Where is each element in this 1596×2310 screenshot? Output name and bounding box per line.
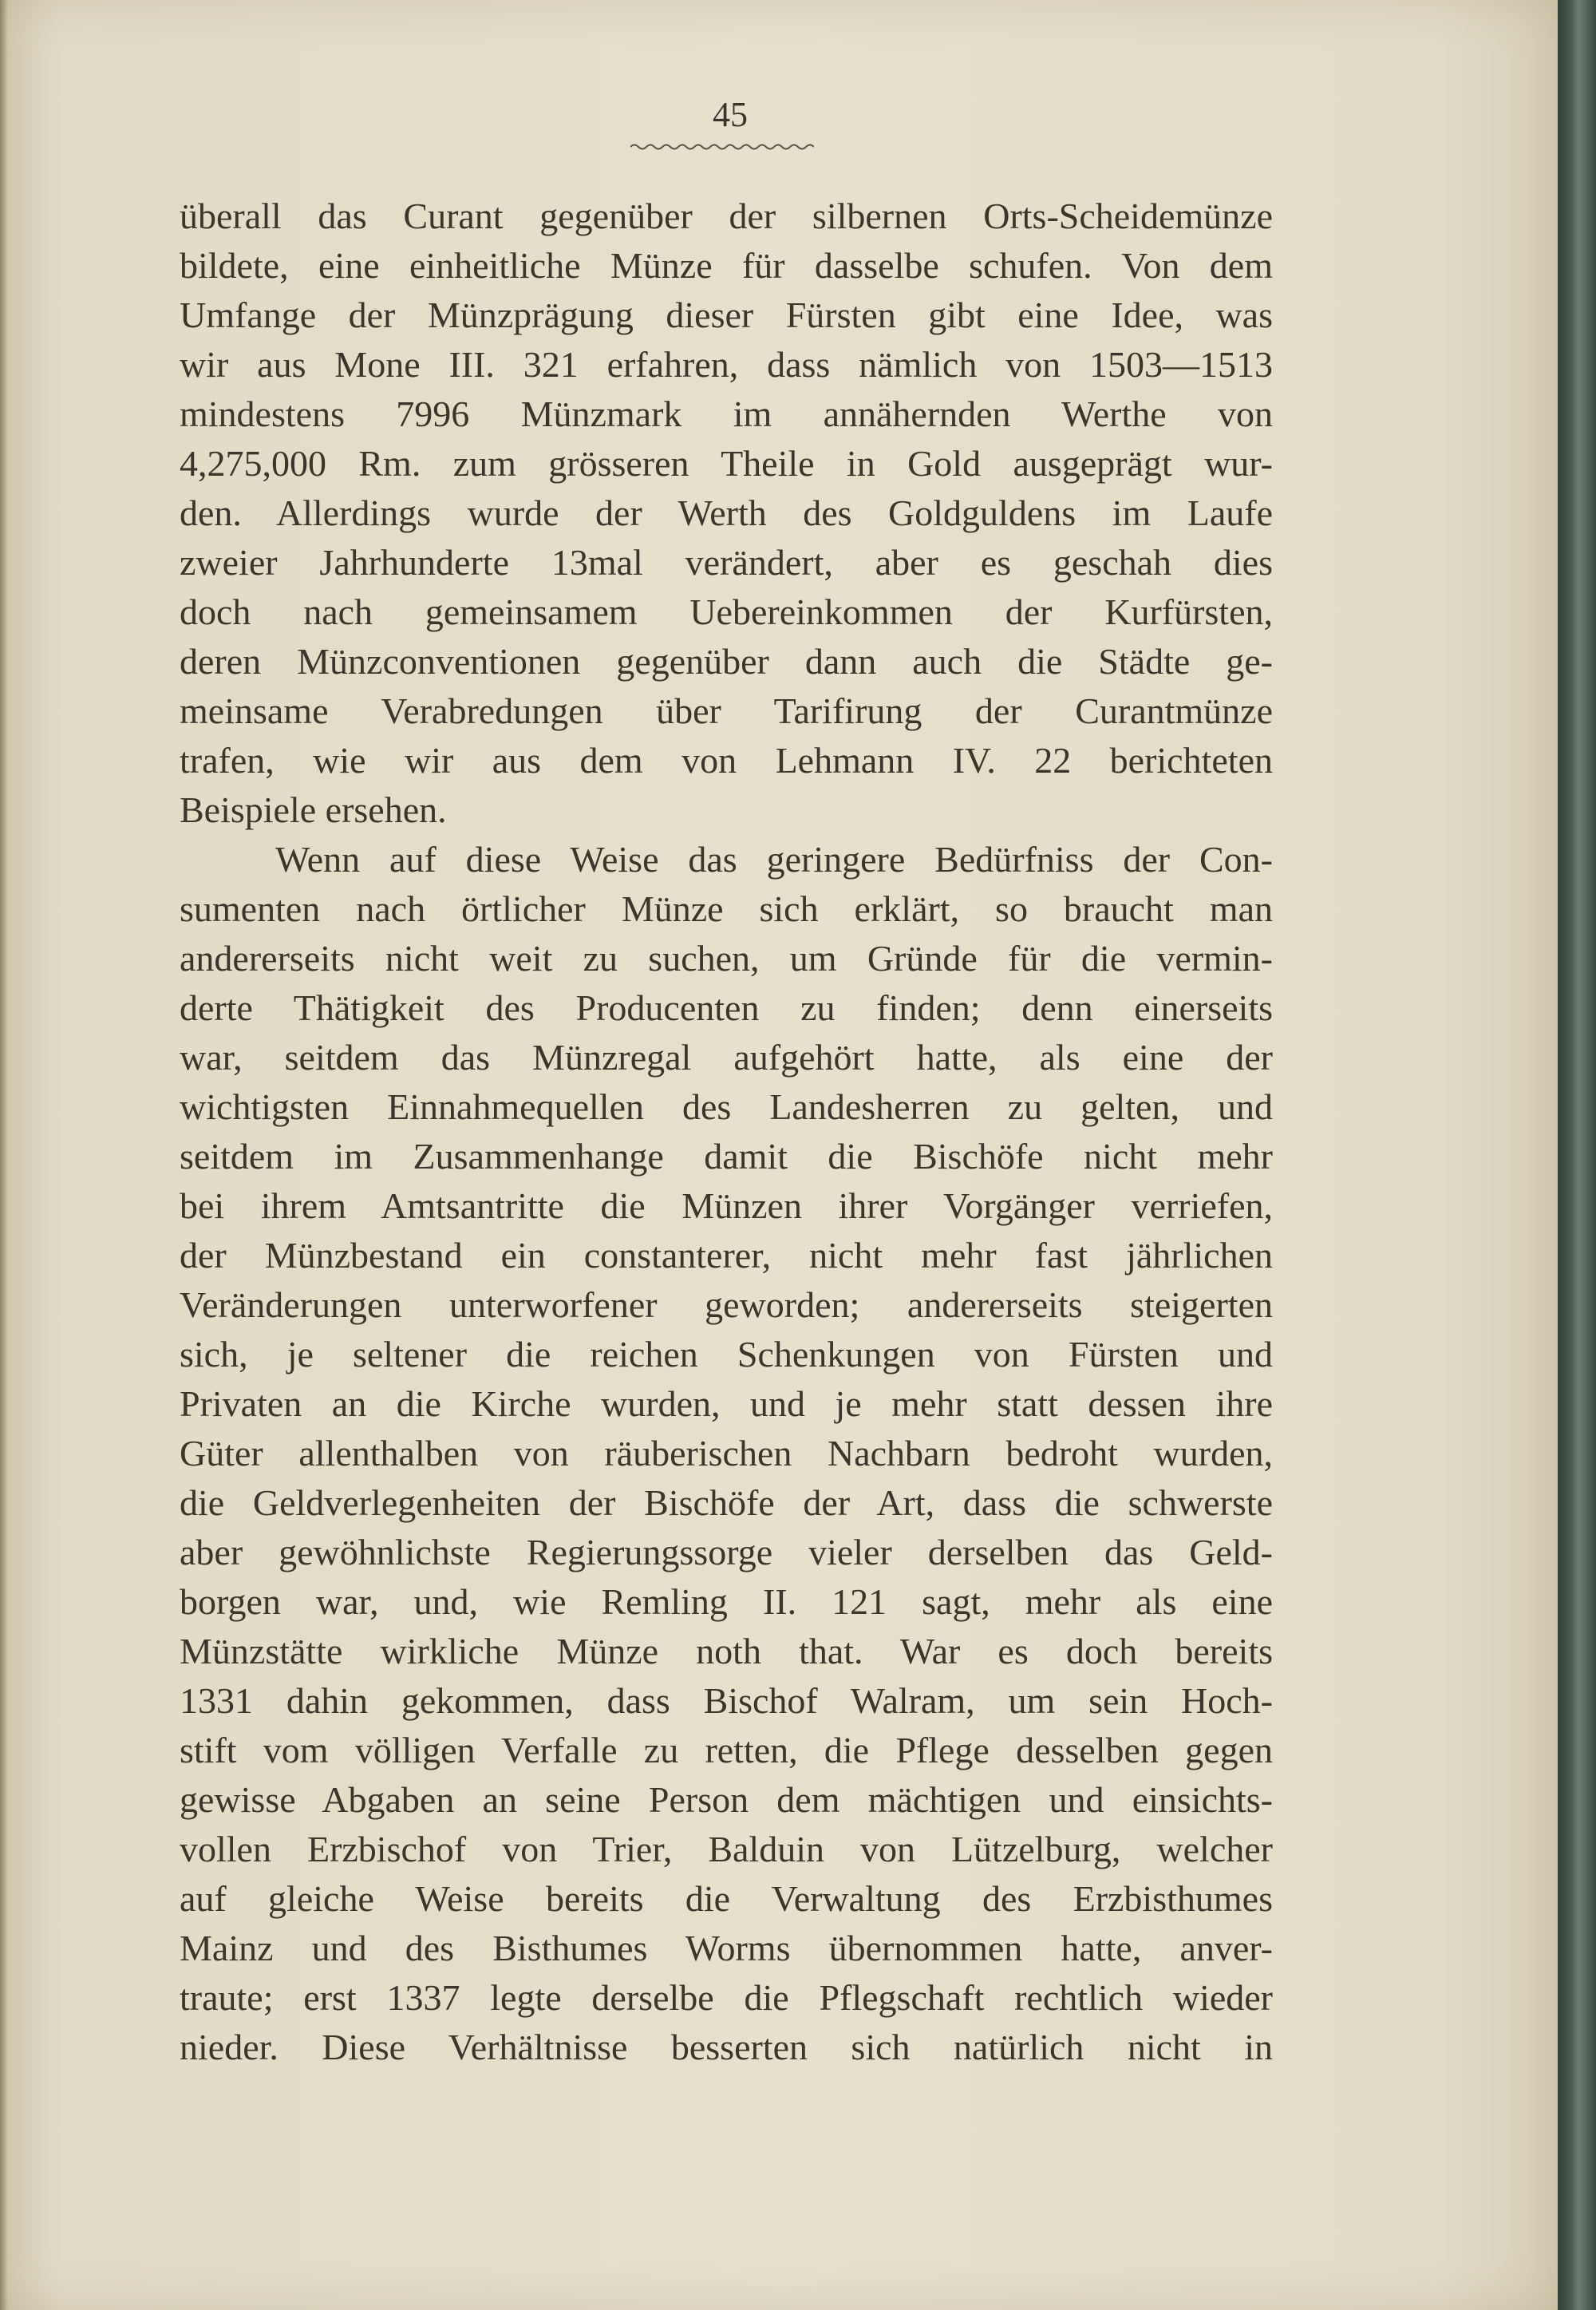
text-line: nieder. Diese Verhältnisse besserten sich natürlich nicht in (180, 2027, 1273, 2067)
paragraph-start-line: Wenn auf diese Weise das geringere Bedürfniss der Con- (275, 839, 1273, 880)
text-line: bildete, eine einheitliche Münze für dasselbe schufen. Von dem (180, 245, 1273, 286)
text-line: Güter allenthalben von räuberischen Nachbarn bedroht wurden, (180, 1433, 1273, 1473)
text-line: vollen Erzbischof von Trier, Balduin von Lützelburg, welcher (180, 1829, 1273, 1869)
page-number: 45 (713, 95, 748, 134)
text-line: trafen, wie wir aus dem von Lehmann IV. 22 berichteten (180, 740, 1273, 781)
paragraph-end-line: Beispiele ersehen. (180, 789, 447, 830)
body-text (180, 192, 1273, 2072)
text-line: war, seitdem das Münzregal aufgehört hatte, als eine der (180, 1037, 1273, 1078)
text-line: auf gleiche Weise bereits die Verwaltung des Erzbisthumes (180, 1878, 1273, 1919)
text-line: überall das Curant gegenüber der silbernen Orts-Scheidemünze (180, 196, 1273, 236)
text-line: derte Thätigkeit des Producenten zu finden; denn einerseits (180, 987, 1273, 1028)
text-line: bei ihrem Amtsantritte die Münzen ihrer Vorgänger verriefen, (180, 1185, 1273, 1226)
book-cover-edge (1558, 0, 1596, 2310)
text-line: meinsame Verabredungen über Tarifirung der Curantmünze (180, 690, 1273, 731)
text-line: den. Allerdings wurde der Werth des Goldguldens im Laufe (180, 492, 1273, 533)
page-gutter-shadow (0, 0, 8, 2310)
text-line: andererseits nicht weit zu suchen, um Gründe für die vermin- (180, 938, 1273, 979)
text-line: Münzstätte wirkliche Münze noth that. War es doch bereits (180, 1631, 1273, 1671)
text-line: 4,275,000 Rm. zum grösseren Theile in Gold ausgeprägt wur- (180, 443, 1273, 484)
text-line: stift vom völligen Verfalle zu retten, die Pflege desselben gegen (180, 1730, 1273, 1770)
text-line: Mainz und des Bisthumes Worms übernommen hatte, anver- (180, 1928, 1273, 1968)
text-line: wir aus Mone III. 321 erfahren, dass nämlich von 1503—1513 (180, 344, 1273, 385)
text-line: borgen war, und, wie Remling II. 121 sagt, mehr als eine (180, 1581, 1273, 1622)
text-line: der Münzbestand ein constanterer, nicht mehr fast jährlichen (180, 1235, 1273, 1276)
text-line: traute; erst 1337 legte derselbe die Pflegschaft rechtlich wieder (180, 1977, 1273, 2018)
text-line: zweier Jahrhunderte 13mal verändert, aber es geschah dies (180, 542, 1273, 583)
text-line: sich, je seltener die reichen Schenkungen von Fürsten und (180, 1334, 1273, 1375)
text-line: doch nach gemeinsamem Uebereinkommen der Kurfürsten, (180, 591, 1273, 632)
text-line: aber gewöhnlichste Regierungssorge vieler derselben das Geld- (180, 1532, 1273, 1572)
wavy-rule-ornament (630, 142, 814, 152)
text-line: Veränderungen unterworfener geworden; andererseits steigerten (180, 1284, 1273, 1325)
text-line: seitdem im Zusammenhange damit die Bischöfe nicht mehr (180, 1136, 1273, 1177)
text-line: sumenten nach örtlicher Münze sich erklärt, so braucht man (180, 888, 1273, 929)
text-line: gewisse Abgaben an seine Person dem mächtigen und einsichts- (180, 1779, 1273, 1820)
text-line: deren Münzconventionen gegenüber dann auch die Städte ge- (180, 641, 1273, 682)
text-line: die Geldverlegenheiten der Bischöfe der Art, dass die schwerste (180, 1482, 1273, 1523)
text-line: Umfange der Münzprägung dieser Fürsten gibt eine Idee, was (180, 295, 1273, 335)
text-line: mindestens 7996 Münzmark im annähernden Werthe von (180, 394, 1273, 434)
text-line: 1331 dahin gekommen, dass Bischof Walram, um sein Hoch- (180, 1680, 1273, 1721)
text-line: wichtigsten Einnahmequellen des Landesherren zu gelten, und (180, 1086, 1273, 1127)
text-line: Privaten an die Kirche wurden, und je mehr statt dessen ihre (180, 1383, 1273, 1424)
